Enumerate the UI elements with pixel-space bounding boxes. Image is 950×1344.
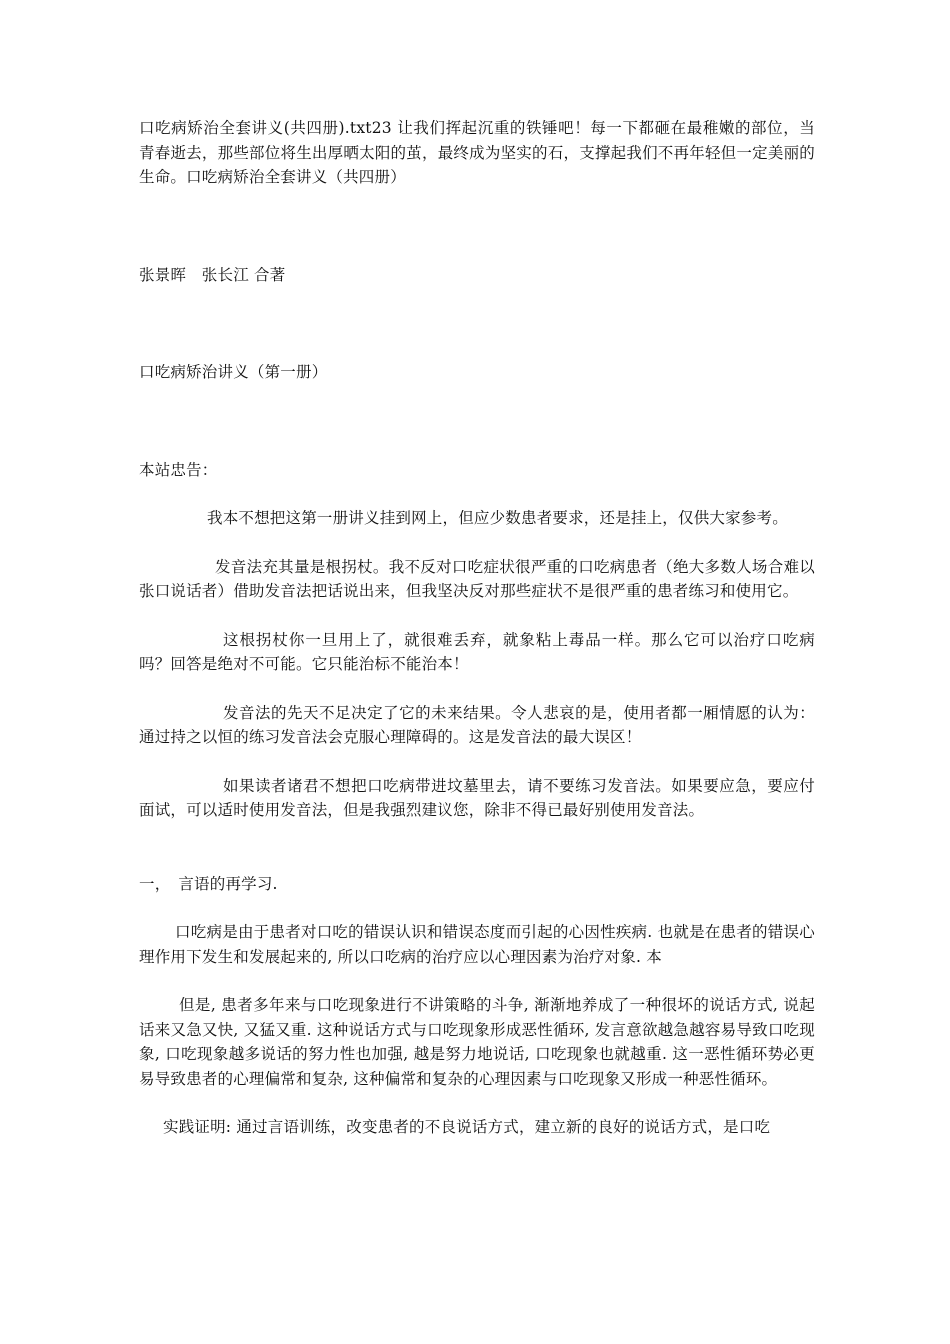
intro-paragraph: 口吃病矫治全套讲义(共四册).txt23 让我们挥起沉重的铁锤吧！每一下都砸在最稚嫩的部位，当青春逝去，那些部位将生出厚晒太阳的茧，最终成为坚实的石，支撑起我们不再年轻但一定美丽的生命。口吃病矫治全套讲义（共四册） bbox=[139, 119, 815, 186]
spacer bbox=[139, 969, 815, 993]
spacer bbox=[139, 531, 815, 555]
notice-heading: 本站忠告： bbox=[139, 460, 218, 479]
notice-paragraph: 我本不想把这第一册讲义挂到网上，但应少数患者要求，还是挂上，仅供大家参考。 bbox=[207, 509, 788, 527]
spacer bbox=[139, 190, 815, 263]
authors-line: 张景晖 张长江 合著 bbox=[139, 265, 286, 284]
spacer bbox=[139, 823, 815, 872]
spacer bbox=[139, 385, 815, 458]
document-page bbox=[139, 116, 815, 1140]
spacer bbox=[139, 604, 815, 628]
notice-paragraph: 发音法充其量是根拐杖。我不反对口吃症状很严重的口吃病患者（绝大多数人场合难以张口说话者）借助发音法把话说出来，但我坚决反对那些症状不是很严重的患者练习和使用它。 bbox=[139, 557, 815, 600]
notice-paragraph: 这根拐杖你一旦用上了，就很难丢弃，就象粘上毒品一样。那么它可以治疗口吃病吗？回答是绝对不可能。它只能治标不能治本！ bbox=[139, 630, 815, 673]
notice-paragraph: 发音法的先天不足决定了它的未来结果。令人悲哀的是，使用者都一厢情愿的认为：通过持之以恒的练习发音法会克服心理障碍的。这是发音法的最大误区！ bbox=[139, 703, 815, 746]
spacer bbox=[139, 482, 815, 506]
spacer bbox=[139, 750, 815, 774]
spacer bbox=[139, 287, 815, 360]
section-paragraph: 口吃病是由于患者对口吃的错误认识和错误态度而引起的心因性疾病. 也就是在患者的错误心理作用下发生和发展起来的, 所以口吃病的治疗应以心理因素为治疗对象. 本 bbox=[139, 923, 815, 966]
section-paragraph: 实践证明: 通过言语训练，改变患者的不良说话方式，建立新的良好的说话方式，是口吃 bbox=[163, 1118, 771, 1136]
spacer bbox=[139, 1091, 815, 1115]
section-heading: 一， 言语的再学习. bbox=[139, 874, 278, 893]
volume-title: 口吃病矫治讲义（第一册） bbox=[139, 363, 328, 381]
spacer bbox=[139, 677, 815, 701]
spacer bbox=[139, 896, 815, 920]
section-paragraph: 但是, 患者多年来与口吃现象进行不讲策略的斗争, 渐渐地养成了一种很坏的说话方式, 说起话来又急又快, 又猛又重. 这种说话方式与口吃现象形成恶性循环, 发言意欲越急越容易导致口吃现象, 口吃现象越多说话的努力性也加强, 越是努力地说话, 口吃现象也就越重. 这一恶性循环势必更易导致患者的心理偏常和复杂, 这种偏常和复杂的心理因素与口吃现象又形成一种恶性循环。 bbox=[139, 996, 815, 1088]
notice-paragraph: 如果读者诸君不想把口吃病带进坟墓里去，请不要练习发音法。如果要应急，要应付面试，可以适时使用发音法，但是我强烈建议您，除非不得已最好别使用发音法。 bbox=[139, 776, 815, 819]
